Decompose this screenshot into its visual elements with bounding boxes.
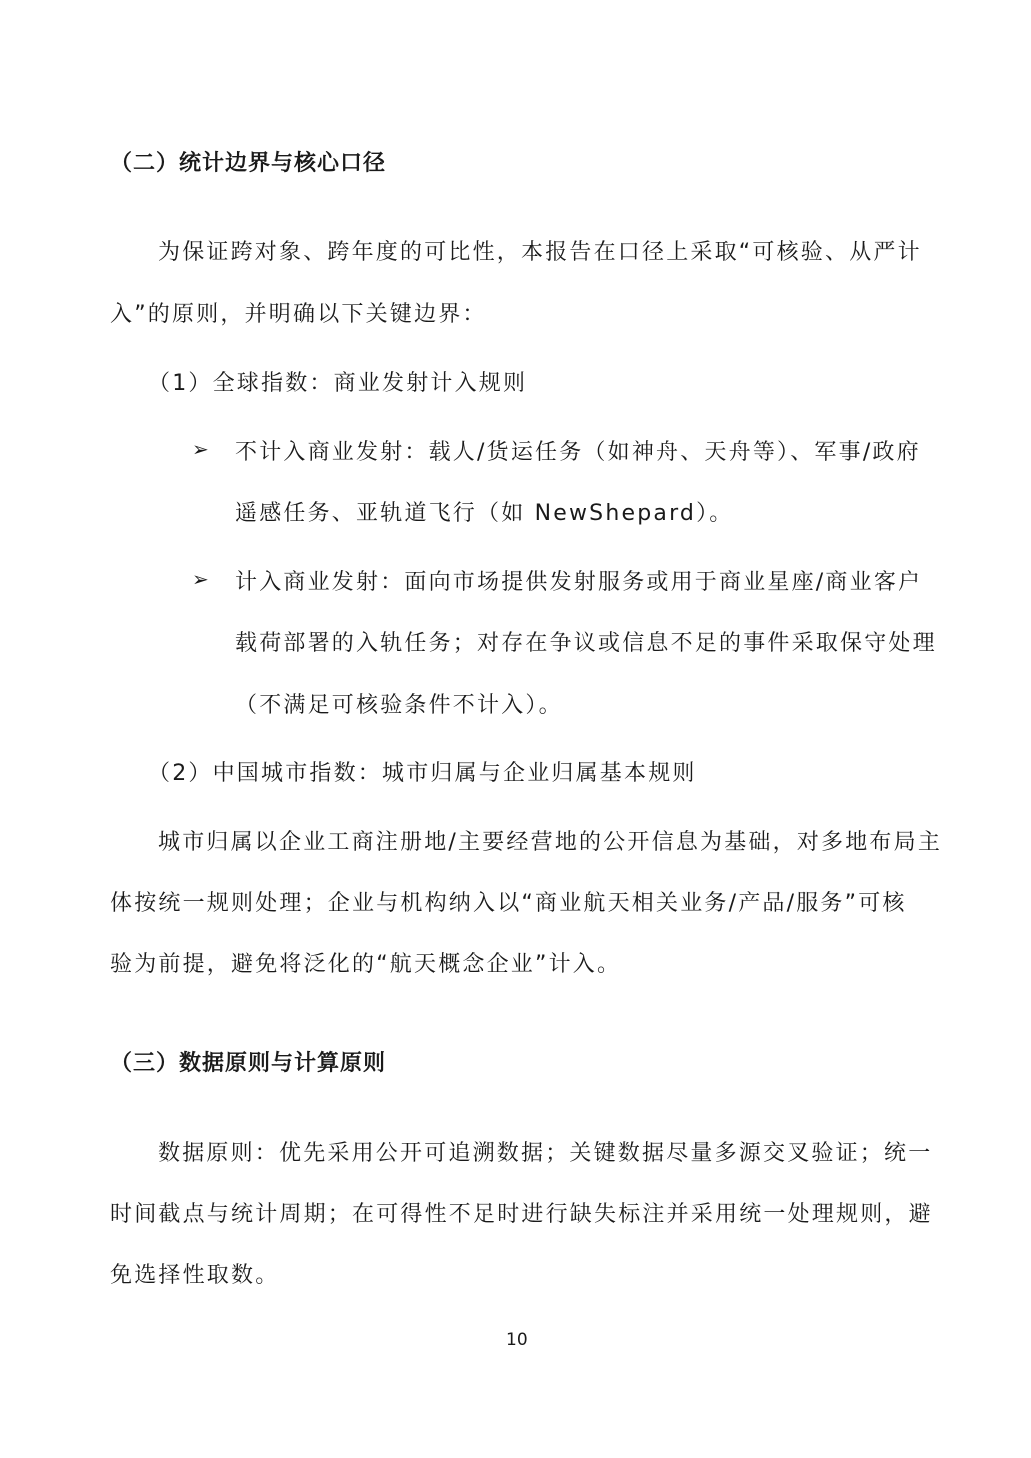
bullet-2-line-1: 计入商业发射：面向市场提供发射服务或用于商业星座/商业客户 <box>235 570 923 595</box>
sub-heading-1: （1）全球指数：商业发射计入规则 <box>148 371 528 396</box>
page-number: 10 <box>506 1330 528 1350</box>
para3-line-3: 免选择性取数。 <box>110 1263 280 1288</box>
bullet-2-line-2: 载荷部署的入轨任务；对存在争议或信息不足的事件采取保守处理 <box>235 631 937 656</box>
section-heading-2: （二）统计边界与核心口径 <box>110 151 387 176</box>
para2-line-1: 城市归属以企业工商注册地/主要经营地的公开信息为基础，对多地布局主 <box>158 830 943 855</box>
bullet-2-line-3: （不满足可核验条件不计入）。 <box>235 693 563 718</box>
bullet-arrow-icon: ➢ <box>192 437 209 461</box>
intro-line-1: 为保证跨对象、跨年度的可比性，本报告在口径上采取“可核验、从严计 <box>158 240 922 265</box>
section-heading-3: （三）数据原则与计算原则 <box>110 1051 387 1076</box>
para3-line-2: 时间截点与统计周期；在可得性不足时进行缺失标注并采用统一处理规则，避 <box>110 1202 933 1227</box>
bullet-1-line-1: 不计入商业发射：载人/货运任务（如神舟、天舟等）、军事/政府 <box>235 440 921 465</box>
sub-heading-2: （2）中国城市指数：城市归属与企业归属基本规则 <box>148 761 697 786</box>
para2-line-2: 体按统一规则处理；企业与机构纳入以“商业航天相关业务/产品/服务”可核 <box>110 891 907 916</box>
bullet-1-line-2: 遥感任务、亚轨道飞行（如 NewShepard）。 <box>235 501 734 526</box>
bullet-arrow-icon: ➢ <box>192 567 209 591</box>
para3-line-1: 数据原则：优先采用公开可追溯数据；关键数据尽量多源交叉验证；统一 <box>158 1141 933 1166</box>
intro-line-2: 入”的原则，并明确以下关键边界： <box>110 302 487 327</box>
para2-line-3: 验为前提，避免将泛化的“航天概念企业”计入。 <box>110 952 622 977</box>
